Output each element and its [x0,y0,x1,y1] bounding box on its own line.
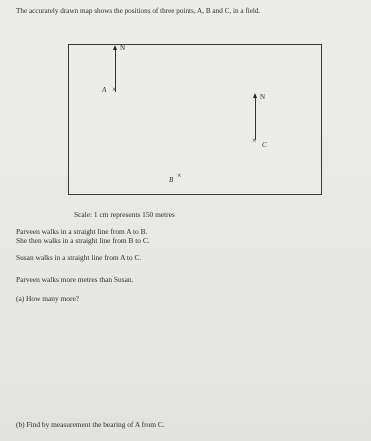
point-a-cross: × [112,85,117,94]
scale-text: Scale: 1 cm represents 150 metres [74,210,175,219]
map-frame [68,44,322,195]
point-b-cross: × [177,171,182,180]
point-c-label: C [262,141,267,149]
line-susan-a-c: Susan walks in a straight line from A to C. [16,253,142,262]
point-a-label: A [102,86,107,94]
point-b-label: B [169,176,174,184]
north-label-c: N [260,93,266,101]
question-a: (a) How many more? [16,294,80,303]
intro-text: The accurately drawn map shows the positions of three points, A, B and C, in a field. [16,7,261,15]
line-parveen-a-b: Parveen walks in a straight line from A to B. [16,227,148,236]
line-parveen-b-c: She then walks in a straight line from B to C. [16,236,150,245]
north-line-c [255,98,256,140]
north-label-a: N [120,44,126,52]
point-c-cross: × [252,136,257,145]
line-parveen-more: Parveen walks more metres than Susan. [16,275,134,284]
question-b: (b) Find by measurement the bearing of A from C. [16,420,165,429]
